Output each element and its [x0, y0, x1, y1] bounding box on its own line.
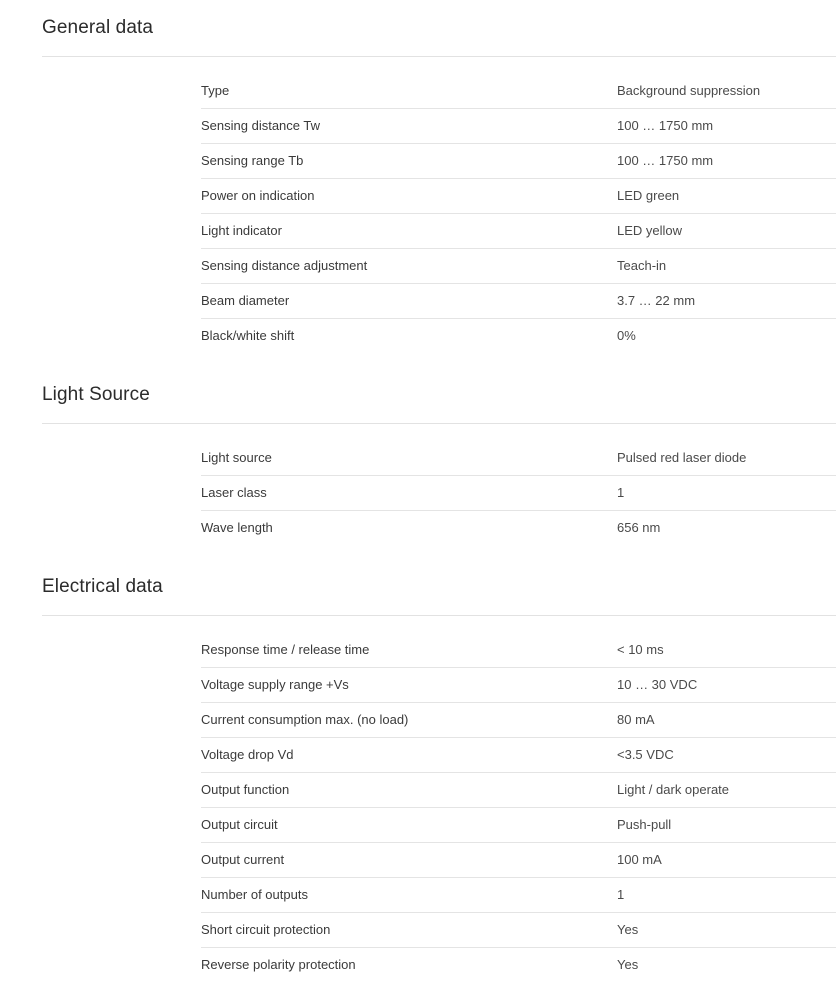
section-title: Electrical data	[42, 576, 163, 597]
spec-row	[201, 667, 836, 702]
spec-label: Number of outputs	[201, 887, 308, 902]
section-title: Light Source	[42, 384, 150, 405]
spec-value: 100 … 1750 mm	[617, 153, 714, 168]
spec-row	[201, 912, 836, 947]
spec-label: Light source	[201, 450, 272, 465]
spec-label: Power on indication	[201, 188, 315, 203]
spec-label: Voltage supply range +Vs	[201, 677, 349, 692]
spec-label: Sensing distance adjustment	[201, 258, 368, 273]
spec-row	[201, 633, 836, 667]
spec-value: Light / dark operate	[617, 782, 730, 797]
spec-table-general	[201, 74, 836, 353]
spec-label: Light indicator	[201, 223, 282, 238]
spec-label: Wave length	[201, 520, 273, 535]
spec-value: 656 nm	[617, 520, 661, 535]
spec-table-electrical	[201, 633, 836, 982]
spec-value: Background suppression	[617, 83, 761, 98]
spec-value: Push-pull	[617, 817, 672, 832]
spec-table-light-source	[201, 441, 836, 545]
spec-row	[201, 74, 836, 108]
spec-value: 1	[617, 485, 625, 500]
spec-row	[201, 143, 836, 178]
spec-row	[201, 248, 836, 283]
spec-value: 0%	[617, 328, 636, 343]
spec-value: <3.5 VDC	[617, 747, 674, 762]
spec-label: Short circuit protection	[201, 922, 331, 937]
spec-value: 100 mA	[617, 852, 662, 867]
spec-label: Reverse polarity protection	[201, 957, 356, 972]
spec-value: Yes	[617, 957, 639, 972]
spec-label: Current consumption max. (no load)	[201, 712, 409, 727]
spec-row	[201, 772, 836, 807]
spec-value: 10 … 30 VDC	[617, 677, 698, 692]
spec-value: Yes	[617, 922, 639, 937]
spec-row	[201, 737, 836, 772]
spec-label: Output function	[201, 782, 290, 797]
spec-row	[201, 441, 836, 475]
spec-row	[201, 283, 836, 318]
spec-label: Sensing distance Tw	[201, 118, 320, 133]
spec-label: Type	[201, 83, 230, 98]
spec-value: Teach-in	[617, 258, 667, 273]
spec-value: 3.7 … 22 mm	[617, 293, 696, 308]
spec-label: Response time / release time	[201, 642, 370, 657]
spec-value: Pulsed red laser diode	[617, 450, 747, 465]
spec-row	[201, 213, 836, 248]
spec-value: 80 mA	[617, 712, 655, 727]
section-divider	[42, 615, 836, 616]
spec-label: Voltage drop Vd	[201, 747, 294, 762]
spec-label: Laser class	[201, 485, 267, 500]
spec-row	[201, 475, 836, 510]
section-divider	[42, 423, 836, 424]
section-title: General data	[42, 17, 154, 38]
spec-value: 1	[617, 887, 625, 902]
section-divider	[42, 56, 836, 57]
spec-label: Beam diameter	[201, 293, 290, 308]
spec-row	[201, 108, 836, 143]
spec-label: Output current	[201, 852, 285, 867]
spec-value: < 10 ms	[617, 642, 664, 657]
spec-value: LED green	[617, 188, 680, 203]
spec-row	[201, 877, 836, 912]
spec-row	[201, 842, 836, 877]
spec-label: Black/white shift	[201, 328, 295, 343]
spec-value: LED yellow	[617, 223, 683, 238]
spec-row	[201, 807, 836, 842]
spec-row	[201, 510, 836, 545]
spec-value: 100 … 1750 mm	[617, 118, 714, 133]
spec-label: Output circuit	[201, 817, 278, 832]
spec-row	[201, 178, 836, 213]
spec-label: Sensing range Tb	[201, 153, 304, 168]
spec-row	[201, 318, 836, 353]
spec-row	[201, 702, 836, 737]
spec-row	[201, 947, 836, 982]
